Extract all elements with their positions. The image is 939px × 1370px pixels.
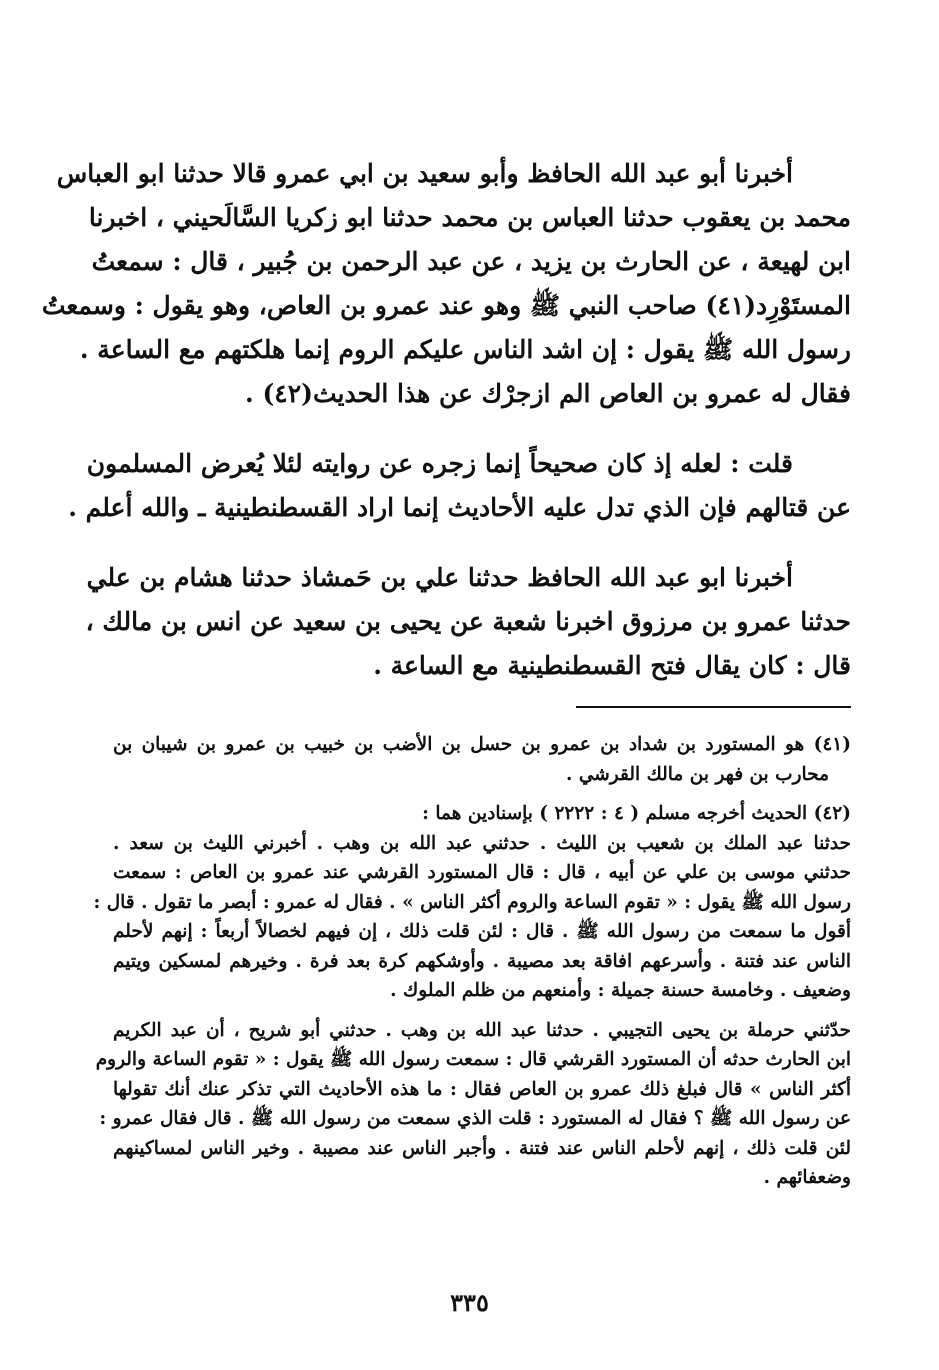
text-line: فقال له عمرو بن العاص الم ازجرْك عن هذا الحديث(٤٢) . [245,379,851,408]
paragraph-1 [41,152,851,416]
text-line: المستَوْرِد(٤١) صاحب النبي ﷺ وهو عند عمرو بن العاص، وهو يقول : وسمعتُ [41,291,851,320]
text-line: حدثنا عمرو بن مرزوق اخبرنا شعبة عن يحيى بن سعيد عن انس بن مالك ، [85,607,851,636]
footnote-line: محارب بن فهر بن مالك القرشي . [565,763,829,785]
footnote-separator [576,706,851,708]
text-line: رسول الله ﷺ يقول : إن اشد الناس عليكم الروم إنما هلكتهم مع الساعة . [79,335,851,364]
text-line: عن قتالهم فإن الذي تدل عليه الأحاديث إنما اراد القسطنطينية ـ والله أعلم . [68,493,851,522]
main-text [41,152,851,714]
footnote-line: وضعيف . وخامسة حسنة جميلة : وأمنعهم من ظلم الملوك . [390,980,851,1001]
footnote-line: حدثني موسى بن علي عن أبيه ، قال : قال المستورد القرشي عند عمرو بن العاص : سمعت [113,862,851,883]
footnote-line: أكثر الناس » قال فبلغ ذلك عمرو بن العاص فقال : ما هذه الأحاديث التي تذكر عنك أنك تقولها [113,1078,851,1100]
text-line: قلت : لعله إذ كان صحيحاً إنما زجره عن روايته لئلا يُعرض المسلمون [86,449,793,478]
footnote-42 [93,799,851,1006]
text-line: محمد بن يعقوب حدثنا العباس بن محمد حدثنا ابو زكريا السَّالَحيني ، اخبرنا [88,203,851,232]
footnote-line: الناس عند فتنة . وأسرعهم افاقة بعد مصيبة . وأوشكهم كرة بعد فرة . وخيرهم لمسكين ويتيم [113,950,851,972]
footnote-line: أقول ما سمعت من رسول الله ﷺ . قال : لئن قلت ذلك ، إن فيهم لخصالاً أربعاً : إنهم لأحلم [113,921,851,942]
footnote-42-second-chain [95,1016,851,1193]
footnote-line: حدّثني حرملة بن يحيى التجيبي . حدثنا عبد الله بن وهب . حدثني أبو شريح ، أن عبد الكريم [113,1019,851,1041]
footnote-line: لئن قلت ذلك ، إنهم لأحلم الناس عند فتنة . وأجبر الناس عند مصيبة . وخير الناس لمساكينهم [113,1137,851,1159]
text-line: أخبرنا أبو عبد الله الحافظ وأبو سعيد بن ابي عمرو قالا حدثنا ابو العباس [56,159,793,188]
footnote-line: (٤١) هو المستورد بن شداد بن عمرو بن حسل بن الأضب بن خبيب بن عمرو بن شيبان بن [113,734,851,755]
footnotes [93,730,851,1203]
footnote-41 [113,730,851,789]
text-line: أخبرنا ابو عبد الله الحافظ حدثنا علي بن حَمشاذ حدثنا هشام بن علي [86,563,793,592]
footnote-line: حدثنا عبد الملك بن شعيب بن الليث . حدثني عبد الله بن وهب . أخبرني الليث بن سعد . [113,832,851,854]
text-line: قال : كان يقال فتح القسطنطينية مع الساعة . [373,651,851,680]
paragraph-3 [85,556,851,688]
text-line: ابن لهيعة ، عن الحارث بن يزيد ، عن عبد الرحمن بن جُبير ، قال : سمعتُ [91,247,851,276]
footnote-line: عن رسول الله ﷺ ؟ فقال له المستورد : قلت الذي سمعت من رسول الله ﷺ . قال فقال عمرو : [99,1108,851,1129]
footnote-line: وضعفائهم . [763,1167,851,1188]
page-number: ٣٣٥ [450,1288,489,1317]
footnote-line: ابن الحارث حدثه أن المستورد القرشي قال : سمعت رسول الله ﷺ يقول : « تقوم الساعة والروم [95,1049,851,1070]
paragraph-2 [68,442,851,530]
footnote-line: (٤٢) الحديث أخرجه مسلم ( ٤ : ٢٢٢٢ ) بإسنادين هما : [422,803,851,824]
footnote-line: رسول الله ﷺ يقول : « تقوم الساعة والروم أكثر الناس » . فقال له عمرو : أبصر ما تقول . قال : [93,891,851,913]
